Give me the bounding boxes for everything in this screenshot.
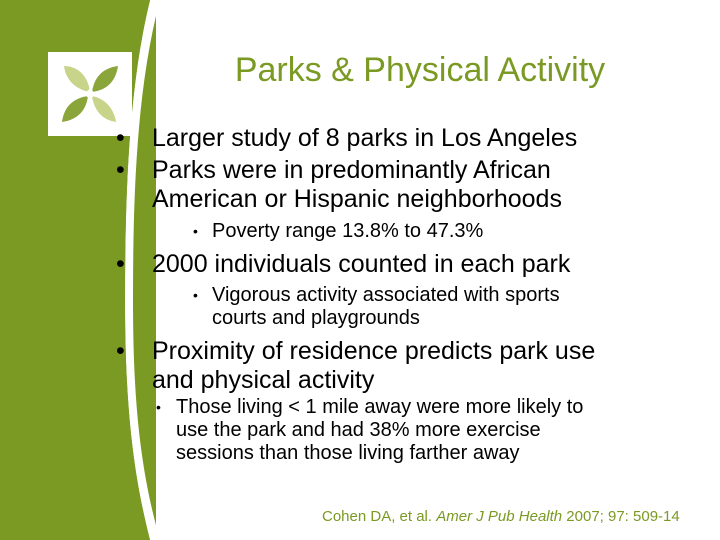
sub-bullet-item: Those living < 1 mile away were more likely to xyxy=(176,396,584,418)
citation-details: 2007; 97: 509-14 xyxy=(566,508,680,525)
sub-bullet-item: sessions than those living farther away xyxy=(176,442,520,464)
sub-bullet-marker: • xyxy=(156,399,161,415)
bullet-item: 2000 individuals counted in each park xyxy=(152,250,571,278)
bullet-item: Proximity of residence predicts park use xyxy=(152,337,596,365)
sub-bullet-item: Poverty range 13.8% to 47.3% xyxy=(212,220,484,242)
sub-bullet-marker: • xyxy=(193,223,198,239)
bullet-item: American or Hispanic neighborhoods xyxy=(152,185,562,213)
citation xyxy=(322,508,702,526)
bullet-marker: • xyxy=(116,124,125,152)
bullet-item: Parks were in predominantly African xyxy=(152,156,551,184)
citation-authors: Cohen DA, et al. xyxy=(322,508,433,525)
sub-bullet-marker: • xyxy=(193,287,198,303)
bullet-marker: • xyxy=(116,250,125,278)
bullet-item: and physical activity xyxy=(152,366,375,394)
bullet-marker: • xyxy=(116,156,125,184)
bullet-item: Larger study of 8 parks in Los Angeles xyxy=(152,124,578,152)
sub-bullet-item: courts and playgrounds xyxy=(212,307,420,329)
citation-journal: Amer J Pub Health xyxy=(436,508,563,525)
sub-bullet-item: Vigorous activity associated with sports xyxy=(212,284,560,306)
page-title: Parks & Physical Activity xyxy=(234,51,606,89)
bullet-marker: • xyxy=(116,337,125,365)
sub-bullet-item: use the park and had 38% more exercise xyxy=(176,419,541,441)
